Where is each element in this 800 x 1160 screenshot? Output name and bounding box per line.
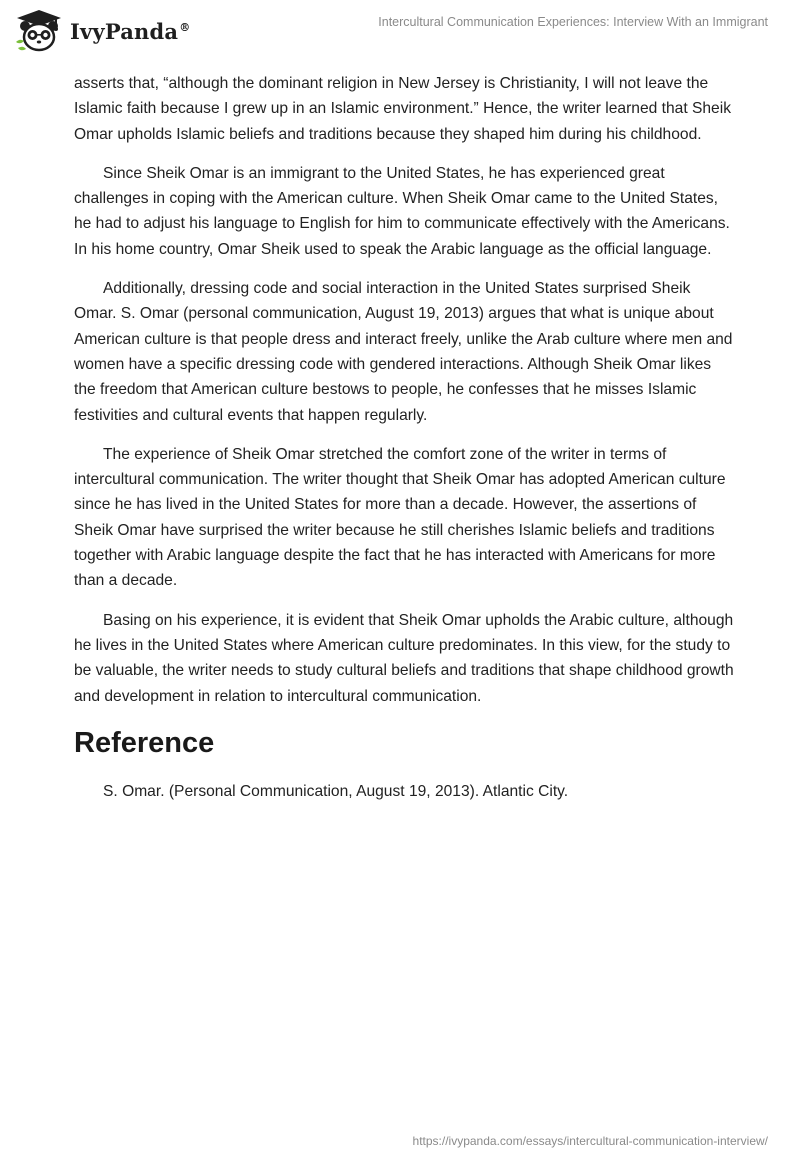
body-paragraph: Basing on his experience, it is evident that Sheik Omar upholds the Arabic culture, although he lives in the United States where American culture predominates. In this view, for the study to be valuable, the writer needs to study cultural beliefs and traditions that shape childhood growth and development in relation to intercultural communication.: [74, 611, 734, 705]
reference-item: S. Omar. (Personal Communication, August 19, 2013). Atlantic City.: [103, 782, 569, 800]
registered-mark: ®: [179, 20, 191, 34]
essay-content: [74, 71, 734, 804]
page-header: [0, 0, 800, 70]
body-paragraph: The experience of Sheik Omar stretched the comfort zone of the writer in terms of intercultural communication. The writer thought that Sheik Omar has adopted American culture since he has lived in the United States for more than a decade. However, the assertions of Sheik Omar have surprised the writer because he still cherishes Islamic beliefs and traditions together with Arabic language despite the fact that he has interacted with Americans for more than a decade.: [74, 445, 726, 590]
logo-wordmark: IvyPanda®: [70, 18, 191, 44]
body-paragraph: asserts that, “although the dominant religion in New Jersey is Christianity, I will not leave the Islamic faith because I grew up in an Islamic environment.” Hence, the writer learned that Sheik Omar upholds Islamic beliefs and traditions because they shaped him during his childhood.: [74, 75, 731, 143]
source-url[interactable]: https://ivypanda.com/essays/intercultural-communication-interview/: [412, 1134, 768, 1148]
reference-heading: Reference: [74, 726, 215, 759]
body-paragraph: Since Sheik Omar is an immigrant to the United States, he has experienced great challenges in coping with the American culture. When Sheik Omar came to the United States, he had to adjust his language to English for him to communicate effectively with the Americans. In his home country, Omar Sheik used to speak the Arabic language as the official language.: [74, 164, 730, 258]
panda-graduate-icon: [14, 8, 64, 54]
body-paragraph: Additionally, dressing code and social interaction in the United States surprised Sheik Omar. S. Omar (personal communication, August 19, 2013) argues that what is unique about American culture is that people dress and interact freely, unlike the Arab culture where men and women have a specific dressing code with gendered interactions. Although Sheik Omar likes the freedom that American culture bestows to people, he confesses that he misses Islamic festivities and cultural events that happen regularly.: [74, 280, 733, 424]
document-title: Intercultural Communication Experiences: Interview With an Immigrant: [378, 15, 768, 29]
ivypanda-logo[interactable]: [14, 8, 190, 54]
